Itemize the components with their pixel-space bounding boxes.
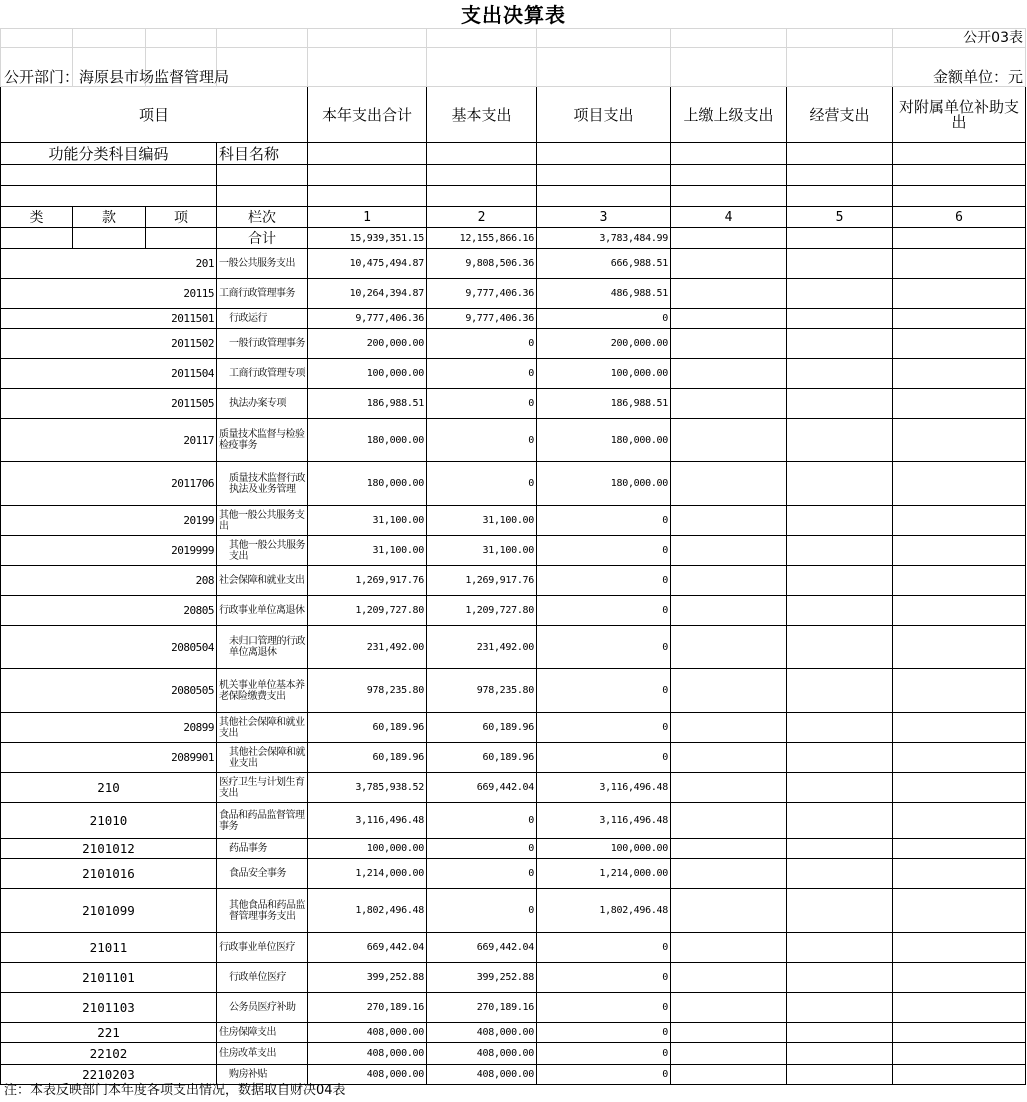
- header-xiang: 项: [146, 207, 217, 228]
- basic-value: 1,269,917.76: [427, 566, 537, 596]
- basic-value: 9,777,406.36: [427, 309, 537, 329]
- project-value: 0: [537, 1023, 671, 1043]
- project-value: 186,988.51: [537, 389, 671, 419]
- subsidy-value: [893, 389, 1026, 419]
- total-value: 978,235.80: [308, 669, 427, 713]
- total-value: 3,785,938.52: [308, 773, 427, 803]
- table-row: [1, 309, 1026, 329]
- table-code: 公开03表: [963, 30, 1023, 46]
- header-business: 经营支出: [787, 87, 893, 143]
- subject-name: 药品事务: [217, 839, 308, 859]
- business-value: [787, 462, 893, 506]
- total-value: 1,269,917.76: [308, 566, 427, 596]
- business-value: [787, 506, 893, 536]
- business-value: [787, 329, 893, 359]
- total-value: 31,100.00: [308, 506, 427, 536]
- table-row: [1, 803, 1026, 839]
- subject-code: 2011501: [1, 309, 217, 329]
- total-value: 60,189.96: [308, 713, 427, 743]
- subject-name: 其他一般公共服务支出: [217, 536, 308, 566]
- table-row: [1, 993, 1026, 1023]
- upper-value: [671, 773, 787, 803]
- total-value: 1,209,727.80: [308, 596, 427, 626]
- total-value: 669,442.04: [308, 933, 427, 963]
- subsidy-value: [893, 596, 1026, 626]
- project-value: 100,000.00: [537, 839, 671, 859]
- subject-name: 食品和药品监督管理事务: [217, 803, 308, 839]
- project-value: 0: [537, 1065, 671, 1085]
- subject-name: 行政单位医疗: [217, 963, 308, 993]
- subject-code: 21011: [1, 933, 217, 963]
- header-item: 项目: [1, 87, 308, 143]
- basic-value: 0: [427, 803, 537, 839]
- header-row: [1, 87, 1026, 143]
- upper-value: [671, 596, 787, 626]
- upper-value: [671, 389, 787, 419]
- upper-value: [671, 963, 787, 993]
- subject-code: 2101016: [1, 859, 217, 889]
- upper-value: [671, 566, 787, 596]
- subject-code: 2011706: [1, 462, 217, 506]
- basic-value: 60,189.96: [427, 713, 537, 743]
- table-row: [1, 359, 1026, 389]
- business-value: [787, 933, 893, 963]
- expenditure-table: [0, 28, 1026, 1085]
- blank-row: [1, 186, 1026, 207]
- subject-code: 2011502: [1, 329, 217, 359]
- business-value: [787, 1065, 893, 1085]
- business-value: [787, 889, 893, 933]
- summary-row: [1, 228, 1026, 249]
- upper-value: [671, 359, 787, 389]
- table-row: [1, 933, 1026, 963]
- header-upper: 上缴上级支出: [671, 87, 787, 143]
- subject-name: 其他一般公共服务支出: [217, 506, 308, 536]
- subject-name: 行政事业单位医疗: [217, 933, 308, 963]
- upper-value: [671, 803, 787, 839]
- basic-value: 0: [427, 839, 537, 859]
- subject-code: 208: [1, 566, 217, 596]
- header-lanci: 栏次: [217, 207, 308, 228]
- subsidy-value: [893, 743, 1026, 773]
- total-value: 100,000.00: [308, 839, 427, 859]
- subject-name: 其他社会保障和就业支出: [217, 743, 308, 773]
- total-value: 1,802,496.48: [308, 889, 427, 933]
- upper-value: [671, 859, 787, 889]
- project-value: 180,000.00: [537, 419, 671, 462]
- subsidy-value: [893, 309, 1026, 329]
- business-value: [787, 309, 893, 329]
- subject-name: 社会保障和就业支出: [217, 566, 308, 596]
- total-value: 408,000.00: [308, 1065, 427, 1085]
- business-value: [787, 359, 893, 389]
- project-value: 0: [537, 963, 671, 993]
- total-value: 200,000.00: [308, 329, 427, 359]
- project-value: 486,988.51: [537, 279, 671, 309]
- project-value: 0: [537, 309, 671, 329]
- upper-value: [671, 669, 787, 713]
- header-name-label: 科目名称: [217, 143, 308, 165]
- subject-name: 公务员医疗补助: [217, 993, 308, 1023]
- upper-value: [671, 419, 787, 462]
- subject-code: 20117: [1, 419, 217, 462]
- subsidy-value: [893, 359, 1026, 389]
- upper-value: [671, 743, 787, 773]
- subject-name: 质量技术监督与检验检疫事务: [217, 419, 308, 462]
- business-value: [787, 536, 893, 566]
- subject-code: 20805: [1, 596, 217, 626]
- header-basic: 基本支出: [427, 87, 537, 143]
- table-row: [1, 773, 1026, 803]
- basic-value: 9,777,406.36: [427, 279, 537, 309]
- subject-code: 20199: [1, 506, 217, 536]
- project-value: 0: [537, 713, 671, 743]
- subject-code: 2210203: [1, 1065, 217, 1085]
- subsidy-value: [893, 803, 1026, 839]
- project-value: 1,802,496.48: [537, 889, 671, 933]
- upper-value: [671, 536, 787, 566]
- upper-value: [671, 1043, 787, 1065]
- subject-code: 221: [1, 1023, 217, 1043]
- business-value: [787, 803, 893, 839]
- project-value: 200,000.00: [537, 329, 671, 359]
- subsidy-value: [893, 506, 1026, 536]
- subject-code: 20115: [1, 279, 217, 309]
- table-row: [1, 889, 1026, 933]
- table-row: [1, 743, 1026, 773]
- table-row: [1, 839, 1026, 859]
- total-value: 1,214,000.00: [308, 859, 427, 889]
- business-value: [787, 1043, 893, 1065]
- upper-value: [671, 889, 787, 933]
- column-number: 2: [427, 207, 537, 228]
- header-total: 本年支出合计: [308, 87, 427, 143]
- project-value: 0: [537, 626, 671, 669]
- project-value: 0: [537, 669, 671, 713]
- table-row: [1, 329, 1026, 359]
- basic-value: 408,000.00: [427, 1065, 537, 1085]
- subsidy-value: [893, 963, 1026, 993]
- project-value: 100,000.00: [537, 359, 671, 389]
- basic-value: 669,442.04: [427, 933, 537, 963]
- subject-name: 机关事业单位基本养老保险缴费支出: [217, 669, 308, 713]
- total-value: 10,264,394.87: [308, 279, 427, 309]
- project-value: 0: [537, 506, 671, 536]
- column-number: 6: [893, 207, 1026, 228]
- basic-value: 978,235.80: [427, 669, 537, 713]
- table-row: [1, 419, 1026, 462]
- business-value: [787, 389, 893, 419]
- basic-value: 0: [427, 359, 537, 389]
- basic-value: 0: [427, 389, 537, 419]
- page-title: 支出决算表: [461, 3, 566, 27]
- subsidy-value: [893, 462, 1026, 506]
- subsidy-value: [893, 536, 1026, 566]
- subsidy-value: [893, 329, 1026, 359]
- total-value: 186,988.51: [308, 389, 427, 419]
- table-row: [1, 279, 1026, 309]
- subsidy-value: [893, 1023, 1026, 1043]
- unit-label: 金额单位：元: [932, 68, 1023, 86]
- business-value: [787, 249, 893, 279]
- table-row: [1, 1043, 1026, 1065]
- basic-value: 0: [427, 419, 537, 462]
- subject-code: 2101099: [1, 889, 217, 933]
- header-project: 项目支出: [537, 87, 671, 143]
- basic-value: 0: [427, 889, 537, 933]
- subject-code: 2101101: [1, 963, 217, 993]
- total-value: 60,189.96: [308, 743, 427, 773]
- subject-name: 医疗卫生与计划生育支出: [217, 773, 308, 803]
- subject-code: 2011505: [1, 389, 217, 419]
- business-value: [787, 993, 893, 1023]
- table-row: [1, 626, 1026, 669]
- basic-value: 231,492.00: [427, 626, 537, 669]
- basic-value: 60,189.96: [427, 743, 537, 773]
- total-value: 180,000.00: [308, 462, 427, 506]
- total-value: 180,000.00: [308, 419, 427, 462]
- project-value: 0: [537, 566, 671, 596]
- project-value: 1,214,000.00: [537, 859, 671, 889]
- subject-name: 执法办案专项: [217, 389, 308, 419]
- project-value: 0: [537, 596, 671, 626]
- project-value: 0: [537, 933, 671, 963]
- total-value: 408,000.00: [308, 1043, 427, 1065]
- business-value: [787, 839, 893, 859]
- basic-value: 0: [427, 462, 537, 506]
- subsidy-value: [893, 566, 1026, 596]
- summary-project: 3,783,484.99: [537, 228, 671, 249]
- table-row: [1, 536, 1026, 566]
- business-value: [787, 743, 893, 773]
- subject-name: 质量技术监督行政执法及业务管理: [217, 462, 308, 506]
- total-value: 399,252.88: [308, 963, 427, 993]
- subsidy-value: [893, 773, 1026, 803]
- table-row: [1, 566, 1026, 596]
- subject-code: 20899: [1, 713, 217, 743]
- summary-label: 合计: [217, 228, 308, 249]
- subject-code: 2101012: [1, 839, 217, 859]
- basic-value: 31,100.00: [427, 506, 537, 536]
- basic-value: 0: [427, 329, 537, 359]
- subsidy-value: [893, 279, 1026, 309]
- table-row: [1, 389, 1026, 419]
- subject-code: 21010: [1, 803, 217, 839]
- basic-value: 0: [427, 859, 537, 889]
- table-row: [1, 462, 1026, 506]
- table-row: [1, 1023, 1026, 1043]
- upper-value: [671, 309, 787, 329]
- business-value: [787, 279, 893, 309]
- project-value: 0: [537, 993, 671, 1023]
- business-value: [787, 713, 893, 743]
- subject-name: 工商行政管理事务: [217, 279, 308, 309]
- upper-value: [671, 839, 787, 859]
- subsidy-value: [893, 713, 1026, 743]
- project-value: 3,116,496.48: [537, 803, 671, 839]
- subsidy-value: [893, 669, 1026, 713]
- subsidy-value: [893, 839, 1026, 859]
- total-value: 31,100.00: [308, 536, 427, 566]
- summary-basic: 12,155,866.16: [427, 228, 537, 249]
- business-value: [787, 419, 893, 462]
- table-row: [1, 506, 1026, 536]
- upper-value: [671, 1065, 787, 1085]
- total-value: 231,492.00: [308, 626, 427, 669]
- upper-value: [671, 1023, 787, 1043]
- upper-value: [671, 506, 787, 536]
- subject-name: 其他食品和药品监督管理事务支出: [217, 889, 308, 933]
- subsidy-value: [893, 859, 1026, 889]
- project-value: 0: [537, 743, 671, 773]
- total-value: 10,475,494.87: [308, 249, 427, 279]
- header-code-label: 功能分类科目编码: [1, 143, 217, 165]
- column-number-row: [1, 207, 1026, 228]
- upper-value: [671, 626, 787, 669]
- header-kuan: 款: [73, 207, 146, 228]
- subsidy-value: [893, 1043, 1026, 1065]
- column-number: 3: [537, 207, 671, 228]
- basic-value: 408,000.00: [427, 1043, 537, 1065]
- basic-value: 1,209,727.80: [427, 596, 537, 626]
- subject-name: 食品安全事务: [217, 859, 308, 889]
- upper-value: [671, 329, 787, 359]
- subject-code: 2080505: [1, 669, 217, 713]
- subsidy-value: [893, 419, 1026, 462]
- upper-value: [671, 713, 787, 743]
- table-row: [1, 963, 1026, 993]
- subsidy-value: [893, 889, 1026, 933]
- header-subsidy: 对附属单位补助支出: [893, 87, 1026, 143]
- subject-name: 行政运行: [217, 309, 308, 329]
- total-value: 408,000.00: [308, 1023, 427, 1043]
- subsidy-value: [893, 1065, 1026, 1085]
- business-value: [787, 566, 893, 596]
- business-value: [787, 963, 893, 993]
- subject-name: 一般行政管理事务: [217, 329, 308, 359]
- project-value: 666,988.51: [537, 249, 671, 279]
- table-row: [1, 859, 1026, 889]
- basic-value: 669,442.04: [427, 773, 537, 803]
- subject-name: 住房改革支出: [217, 1043, 308, 1065]
- subsidy-value: [893, 249, 1026, 279]
- column-number: 5: [787, 207, 893, 228]
- project-value: 0: [537, 1043, 671, 1065]
- header-lei: 类: [1, 207, 73, 228]
- subject-code: 2019999: [1, 536, 217, 566]
- total-value: 100,000.00: [308, 359, 427, 389]
- table-row: [1, 596, 1026, 626]
- upper-value: [671, 279, 787, 309]
- subject-name: 购房补贴: [217, 1065, 308, 1085]
- basic-value: 270,189.16: [427, 993, 537, 1023]
- subject-code: 2101103: [1, 993, 217, 1023]
- business-value: [787, 1023, 893, 1043]
- subject-code: 22102: [1, 1043, 217, 1065]
- department-label: 公开部门：海原县市场监督管理局: [4, 68, 230, 86]
- business-value: [787, 626, 893, 669]
- basic-value: 31,100.00: [427, 536, 537, 566]
- upper-value: [671, 249, 787, 279]
- project-value: 3,116,496.48: [537, 773, 671, 803]
- table-row: [1, 669, 1026, 713]
- business-value: [787, 859, 893, 889]
- blank-row: [1, 165, 1026, 186]
- business-value: [787, 596, 893, 626]
- subject-name: 工商行政管理专项: [217, 359, 308, 389]
- subsidy-value: [893, 993, 1026, 1023]
- subsidy-value: [893, 626, 1026, 669]
- subject-name: 未归口管理的行政单位离退休: [217, 626, 308, 669]
- project-value: 0: [537, 536, 671, 566]
- business-value: [787, 669, 893, 713]
- total-value: 3,116,496.48: [308, 803, 427, 839]
- subject-code: 210: [1, 773, 217, 803]
- subject-code: 2080504: [1, 626, 217, 669]
- subject-code: 2011504: [1, 359, 217, 389]
- subject-name: 行政事业单位离退休: [217, 596, 308, 626]
- upper-value: [671, 993, 787, 1023]
- column-number: 4: [671, 207, 787, 228]
- project-value: 180,000.00: [537, 462, 671, 506]
- upper-value: [671, 462, 787, 506]
- subheader-row: [1, 143, 1026, 165]
- subject-name: 住房保障支出: [217, 1023, 308, 1043]
- subject-code: 201: [1, 249, 217, 279]
- basic-value: 9,808,506.36: [427, 249, 537, 279]
- subject-name: 一般公共服务支出: [217, 249, 308, 279]
- basic-value: 408,000.00: [427, 1023, 537, 1043]
- column-number: 1: [308, 207, 427, 228]
- business-value: [787, 773, 893, 803]
- table-row: [1, 249, 1026, 279]
- table-row: [1, 713, 1026, 743]
- subject-code: 2089901: [1, 743, 217, 773]
- blank-row: [1, 29, 1026, 48]
- subject-name: 其他社会保障和就业支出: [217, 713, 308, 743]
- total-value: 9,777,406.36: [308, 309, 427, 329]
- basic-value: 399,252.88: [427, 963, 537, 993]
- footnote: 注：本表反映部门本年度各项支出情况，数据取自财决04表: [4, 1083, 346, 1098]
- summary-total: 15,939,351.15: [308, 228, 427, 249]
- total-value: 270,189.16: [308, 993, 427, 1023]
- subsidy-value: [893, 933, 1026, 963]
- upper-value: [671, 933, 787, 963]
